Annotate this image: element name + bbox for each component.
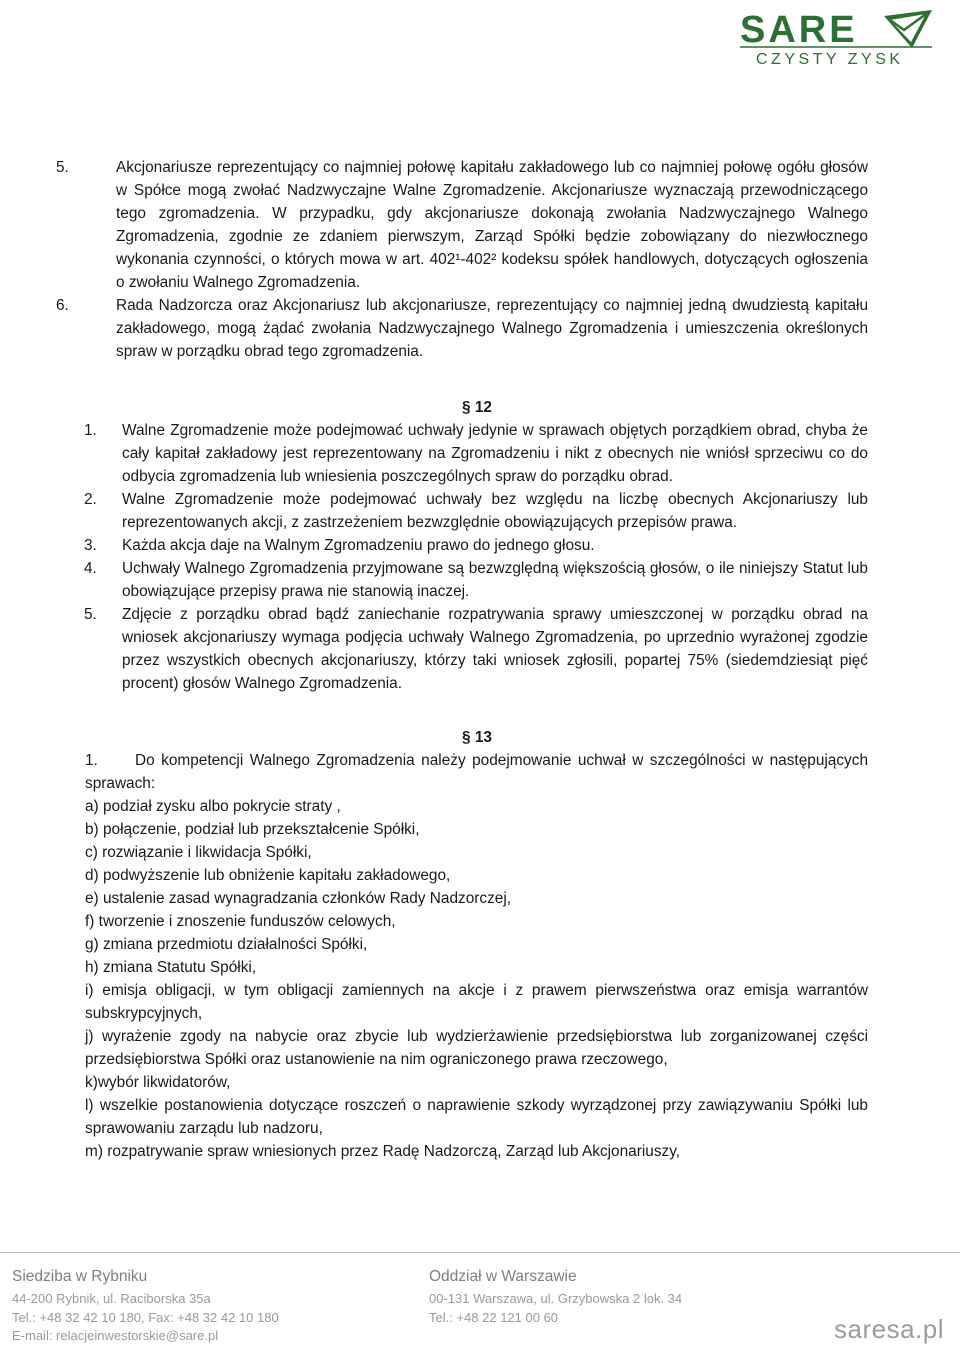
clause-text: Akcjonariusze reprezentujący co najmniej połowę kapitału zakładowego lub co najmniej połowę ogółu głosów w Spółce mogą zwołać Nadzwyczajne Walne Zgromadzenie. Akcjonariusze wyznaczają przewodniczącego tego zgromadzenia. W przypadku, gdy akcjonariusze dokonają zwołania Nadzwyczajnego Walnego Zgromadzenia, zgodnie ze zdaniem pierwszym, Zarząd Spółki będzie zobowiązany do niezwłocznego wykonania czynności, o których mowa w art. 402¹-402² kodeksu spółek handlowych, dotyczących ogłoszenia o zwołaniu Walnego Zgromadzenia. [116, 159, 868, 291]
footer-branch [429, 1266, 682, 1327]
section-12-item [56, 488, 868, 534]
list-item: d) podwyższenie lub obniżenie kapitału zakładowego, [85, 867, 451, 884]
footer-branch-phone: Tel.: +48 22 121 00 60 [429, 1309, 559, 1325]
item-text: Zdjęcie z porządku obrad bądź zaniechanie rozpatrywania sprawy umieszczonej w porządku obrad na wniosek akcjonariuszy wymaga podjęcia uchwały Walnego Zgromadzenia, po uprzednio wyrażonej zgodzie przez wszystkich obecnych akcjonariuszy, którzy taki wniosek zgłosili, popartej 75% (siedemdziesiąt pięć procent) głosów Walnego Zgromadzenia. [122, 606, 868, 692]
document-body [56, 156, 868, 1163]
section-12-item [56, 419, 868, 488]
section-12-item [56, 603, 868, 695]
list-item: g) zmiana przedmiotu działalności Spółki, [85, 936, 368, 953]
footer-branch-address: 00-131 Warszawa, ul. Grzybowska 2 lok. 34 [429, 1291, 683, 1306]
list-item: l) wszelkie postanowienia dotyczące roszczeń o naprawienie szkody wyrządzonej przy zawiązywaniu Spółki lub sprawowaniu zarządu lub nadzoru, [85, 1097, 868, 1137]
sare-logo-mark [736, 6, 936, 68]
list-item: i) emisja obligacji, w tym obligacji zamiennych na akcje i z prawem pierwszeństwa oraz emisja warrantów subskrypcyjnych, [85, 982, 868, 1022]
clause-6 [56, 294, 868, 363]
intro-number: 1. [85, 752, 98, 769]
clause-text: Rada Nadzorcza oraz Akcjonariusz lub akcjonariusze, reprezentujący co najmniej jedną dwudziestą kapitału zakładowego, mogą żądać zwołania Nadzwyczajnego Walnego Zgromadzenia i umieszczenia określonych spraw w porządku obrad tego zgromadzenia. [116, 297, 868, 360]
section-13-intro [85, 749, 868, 795]
list-item: h) zmiana Statutu Spółki, [85, 959, 257, 976]
item-number: 3. [84, 537, 97, 554]
list-item: j) wyrażenie zgody na nabycie oraz zbycie lub wydzierżawienie przedsiębiorstwa lub zorganizowanej części przedsiębiorstwa Spółki oraz ustanowienie na nim ograniczonego prawa rzeczowego, [85, 1028, 868, 1068]
logo-tagline: CZYSTY ZYSK [756, 51, 904, 68]
list-item: f) tworzenie i znoszenie funduszów celowych, [85, 913, 396, 930]
intro-text: Do kompetencji Walnego Zgromadzenia należy podejmowanie uchwał w szczególności w następujących sprawach: [85, 752, 868, 792]
footer-hq-email[interactable]: E-mail: relacjeinwestorskie@sare.pl [12, 1328, 219, 1343]
item-text: Każda akcja daje na Walnym Zgromadzeniu prawo do jednego głosu. [122, 537, 595, 554]
list-item: k)wybór likwidatorów, [85, 1074, 231, 1091]
list-item: b) połączenie, podział lub przekształcenie Spółki, [85, 821, 420, 838]
list-item: e) ustalenie zasad wynagradzania członków Rady Nadzorczej, [85, 890, 512, 907]
item-number: 2. [84, 491, 97, 508]
item-text: Uchwały Walnego Zgromadzenia przyjmowane są bezwzględną większością głosów, o ile niniejszy Statut lub obowiązujące przepisy prawa nie stanowią inaczej. [122, 560, 868, 600]
footer-branch-heading: Oddział w Warszawie [429, 1268, 577, 1285]
item-number: 4. [84, 560, 97, 577]
section-12-item [56, 557, 868, 603]
section-13-title: § 13 [462, 729, 492, 746]
item-text: Walne Zgromadzenie może podejmować uchwały jedynie w sprawach objętych porządkiem obrad, chyba że cały kapitał zakładowy jest reprezentowany na Zgromadzeniu i nikt z obecnych nie wniósł sprzeciwu co do odbycia zgromadzenia lub wniesienia poszczególnych spraw do porządku obrad. [122, 422, 868, 485]
footer-hq-address: 44-200 Rybnik, ul. Raciborska 35a [12, 1291, 211, 1306]
logo-brand: SARE [740, 9, 858, 51]
footer-divider [0, 1252, 960, 1253]
item-number: 5. [84, 606, 97, 623]
footer-hq-heading: Siedziba w Rybniku [12, 1268, 148, 1285]
item-text: Walne Zgromadzenie może podejmować uchwały bez względu na liczbę obecnych Akcjonariuszy lub reprezentowanych akcji, z zastrzeżeniem bezwzględnie obowiązujących przepisów prawa. [122, 491, 868, 531]
clause-number: 6. [56, 297, 69, 314]
envelope-icon [884, 10, 932, 48]
footer-hq-phone: Tel.: +48 32 42 10 180, Fax: +48 32 42 10 180 [12, 1309, 279, 1325]
section-12-title: § 12 [462, 399, 492, 416]
list-item: m) rozpatrywanie spraw wniesionych przez Radę Nadzorczą, Zarząd lub Akcjonariuszy, [85, 1143, 681, 1160]
list-item: a) podział zysku albo pokrycie straty , [85, 798, 341, 815]
list-item: c) rozwiązanie i likwidacja Spółki, [85, 844, 312, 861]
clause-5 [56, 156, 868, 294]
section-12-item [56, 534, 868, 557]
clause-number: 5. [56, 159, 69, 176]
item-number: 1. [84, 422, 97, 439]
footer-hq [12, 1266, 279, 1346]
sare-logo [736, 6, 936, 68]
footer-website-link[interactable]: saresa.pl [834, 1314, 944, 1344]
